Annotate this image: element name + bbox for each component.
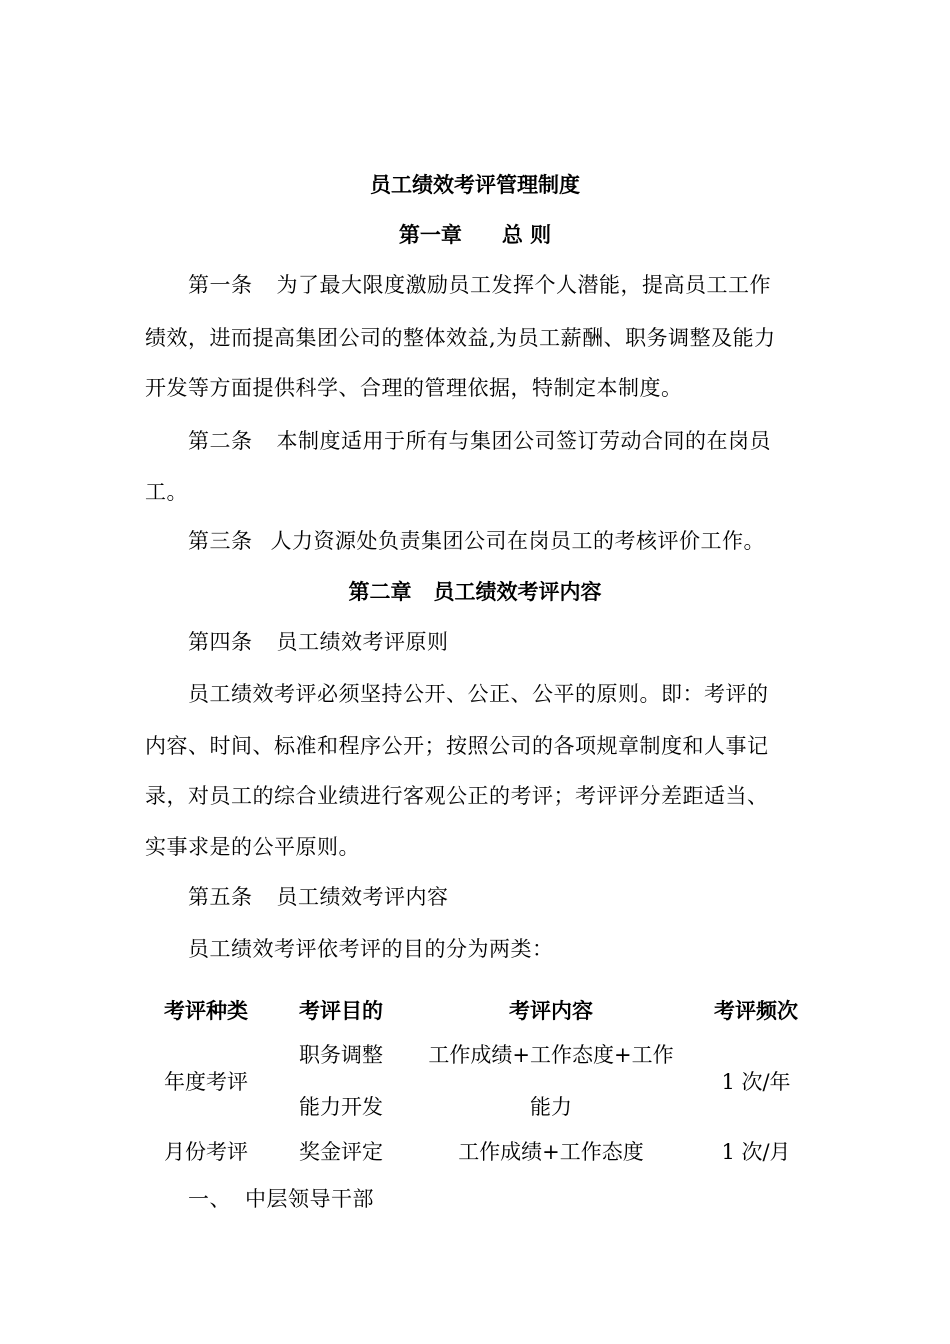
chapter-2-heading <box>0 576 950 606</box>
cell-type: 年度考评 <box>164 1070 248 1094</box>
article-1-label: 第一条 <box>188 273 253 297</box>
cell-purpose: 能力开发 <box>299 1095 383 1119</box>
section-1-label: 一、 <box>188 1187 231 1211</box>
principle-line-1: 员工绩效考评必须坚持公开、公正、公平的原则。即：考评的 <box>188 682 769 706</box>
article-5: 第五条 员工绩效考评内容 <box>188 885 449 909</box>
principle-line-4: 实事求是的公平原则。 <box>145 835 360 859</box>
cell-content: 能力 <box>530 1095 572 1119</box>
article-4-label: 第四条 <box>188 630 253 654</box>
table-header-frequency: 考评频次 <box>714 999 798 1023</box>
article-1-line-2: 绩效，进而提高集团公司的整体效益,为员工薪酬、职务调整及能力 <box>145 326 776 350</box>
cell-content: 工作成绩+工作态度+工作 <box>428 1043 674 1067</box>
section-1-text: 中层领导干部 <box>245 1187 374 1211</box>
classification-intro: 员工绩效考评依考评的目的分为两类： <box>188 937 554 961</box>
chapter-1-label: 第一章 <box>398 223 462 247</box>
chapter-2-name: 员工绩效考评内容 <box>433 580 602 604</box>
principle-line-2: 内容、时间、标准和程序公开；按照公司的各项规章制度和人事记 <box>145 734 769 758</box>
cell-purpose: 职务调整 <box>299 1043 383 1067</box>
article-4: 第四条 员工绩效考评原则 <box>188 630 449 654</box>
cell-content: 工作成绩+工作态度 <box>458 1140 644 1164</box>
chapter-2-label: 第二章 <box>348 580 412 604</box>
table-header-purpose: 考评目的 <box>299 999 383 1023</box>
cell-frequency: 1 次/年 <box>721 1070 791 1094</box>
cell-purpose: 奖金评定 <box>299 1140 383 1164</box>
article-1-line-3: 开发等方面提供科学、合理的管理依据，特制定本制度。 <box>145 376 683 400</box>
cell-frequency: 1 次/月 <box>721 1140 791 1164</box>
principle-line-3: 录，对员工的综合业绩进行客观公正的考评；考评评分差距适当、 <box>145 784 769 808</box>
article-2-line-2: 工。 <box>145 480 188 504</box>
article-2-line-1: 第二条 本制度适用于所有与集团公司签订劳动合同的在岗员 <box>188 429 771 453</box>
cell-type: 月份考评 <box>164 1140 248 1164</box>
table-header-type: 考评种类 <box>164 999 248 1023</box>
article-2-label: 第二条 <box>188 429 253 453</box>
chapter-1-heading <box>0 219 950 249</box>
chapter-1-name: 总 则 <box>501 223 552 247</box>
article-1-line-1: 第一条 为了最大限度激励员工发挥个人潜能，提高员工工作 <box>188 273 771 297</box>
article-3: 第三条 人力资源处负责集团公司在岗员工的考核评价工作。 <box>188 529 765 553</box>
table-header-content: 考评内容 <box>509 999 593 1023</box>
document-title: 员工绩效考评管理制度 <box>370 173 580 197</box>
section-1-heading <box>188 1183 858 1213</box>
article-3-label: 第三条 <box>188 529 253 553</box>
article-5-label: 第五条 <box>188 885 253 909</box>
